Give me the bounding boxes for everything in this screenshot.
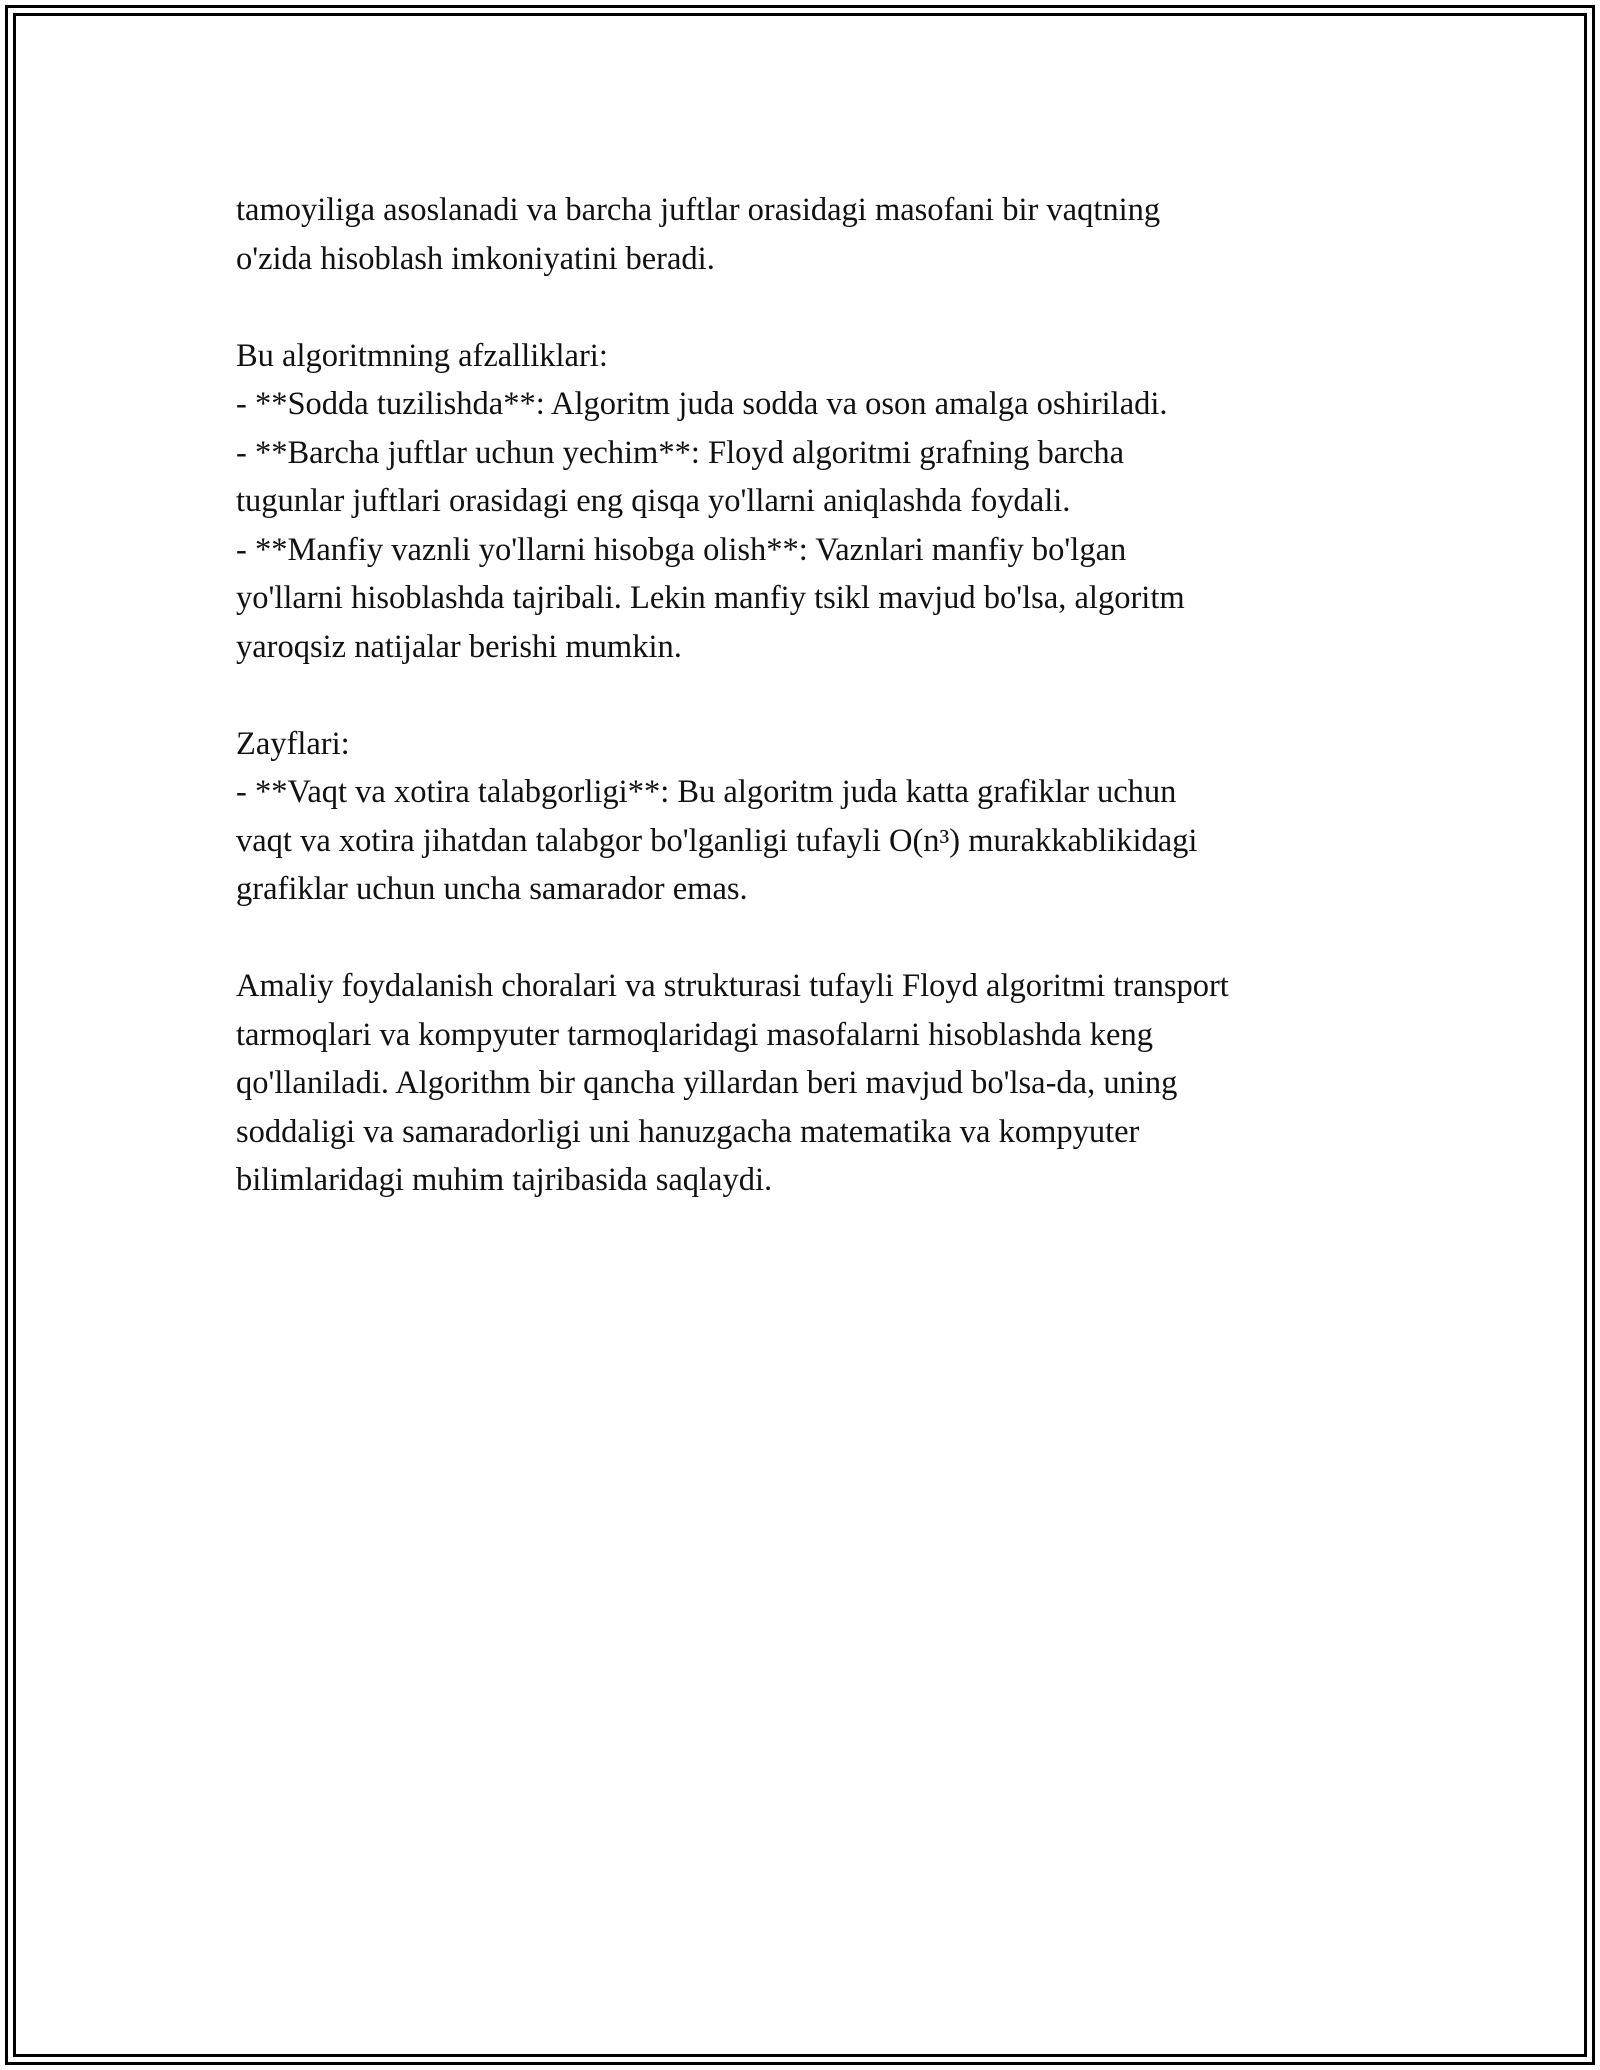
text-line: yaroqsiz natijalar berishi mumkin. (236, 628, 682, 665)
paragraph-gap (236, 283, 1416, 332)
list-item: - **Sodda tuzilishda**: Algoritm juda sodda va oson amalga oshiriladi. (236, 386, 1168, 422)
list-item: - **Manfiy vaznli yo'llarni hisobga olish**: Vaznlari manfiy bo'lgan (236, 531, 1127, 568)
text-line: qo'llaniladi. Algorithm bir qancha yillardan beri mavjud bo'lsa-da, uning (236, 1065, 1178, 1101)
paragraph-gap (236, 671, 1416, 720)
text-line: Amaliy foydalanish choralari va strukturasi tufayli Floyd algoritmi transport (236, 968, 1229, 1004)
text-line: tugunlar juftlari orasidagi eng qisqa yo'llarni aniqlashda foydali. (236, 483, 1071, 519)
text-line: vaqt va xotira jihatdan talabgor bo'lganligi tufayli O(n³) murakkablikidagi (236, 822, 1198, 859)
section-heading-advantages: Bu algoritmning afzalliklari: (236, 337, 608, 374)
section-heading-weaknesses: Zayflari: (236, 725, 350, 762)
text-line: o'zida hisoblash imkoniyatini beradi. (236, 240, 715, 277)
text-line: tamoyiliga asoslanadi va barcha juftlar orasidagi masofani bir vaqtning (236, 192, 1161, 228)
paragraph-gap (236, 914, 1416, 963)
document-body (236, 186, 1416, 1205)
text-line: grafiklar uchun uncha samarador emas. (236, 871, 748, 907)
text-line: tarmoqlari va kompyuter tarmoqlaridagi masofalarni hisoblashda keng (236, 1016, 1153, 1053)
list-item: - **Vaqt va xotira talabgorligi**: Bu algoritm juda katta grafiklar uchun (236, 774, 1177, 810)
text-line: soddaligi va samaradorligi uni hanuzgacha matematika va kompyuter (236, 1113, 1140, 1150)
list-item: - **Barcha juftlar uchun yechim**: Floyd algoritmi grafning barcha (236, 434, 1125, 471)
text-line: yo'llarni hisoblashda tajribali. Lekin manfiy tsikl mavjud bo'lsa, algoritm (236, 580, 1185, 616)
text-line: bilimlaridagi muhim tajribasida saqlaydi. (236, 1162, 773, 1198)
